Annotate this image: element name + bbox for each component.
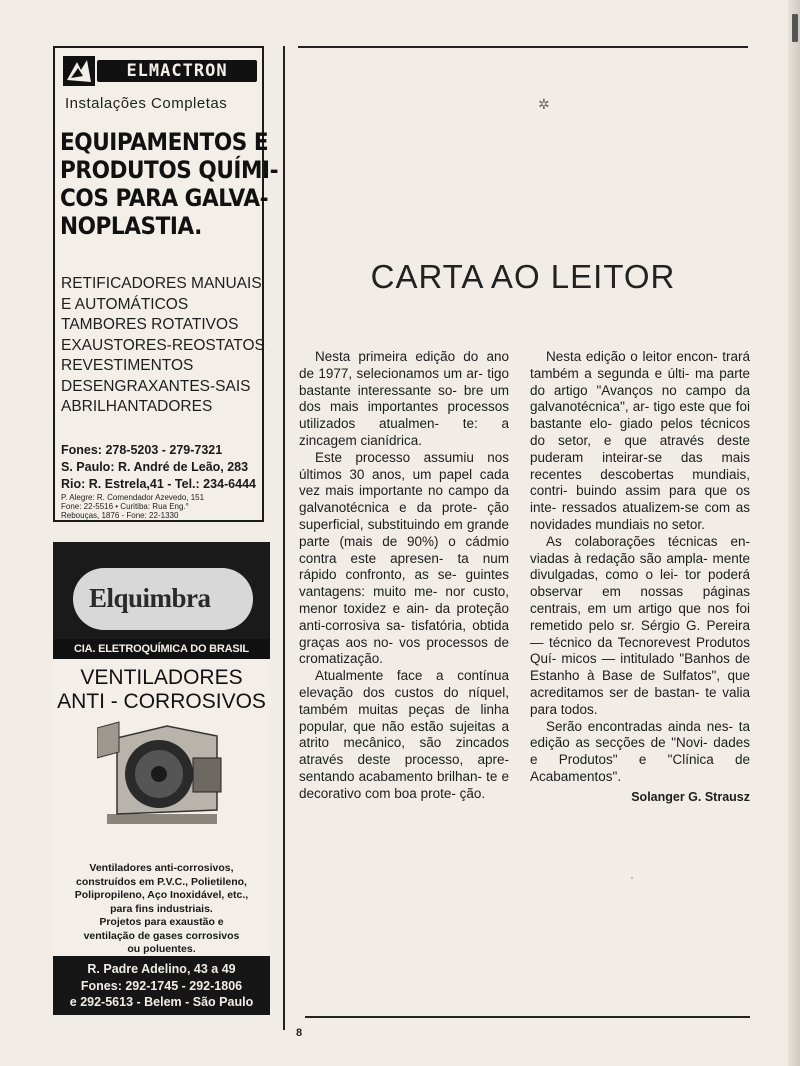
column-divider bbox=[283, 46, 285, 1030]
ad-address bbox=[53, 956, 270, 1015]
headline-line: COS PARA GALVA- bbox=[60, 184, 269, 212]
bottom-rule bbox=[305, 1016, 750, 1018]
product-list bbox=[61, 274, 265, 418]
title-line: ANTI - CORROSIVOS bbox=[57, 690, 266, 713]
product-item: TAMBORES ROTATIVOS bbox=[61, 316, 239, 333]
branch-line: Fone: 22-5516 • Curitiba: Rua Eng.° bbox=[61, 502, 189, 511]
tagline: Instalações Completas bbox=[65, 95, 228, 112]
product-item: ABRILHANTADORES bbox=[61, 398, 213, 415]
ad-title bbox=[53, 666, 270, 714]
desc-line: ventilação de gases corrosivos bbox=[83, 929, 240, 942]
desc-line: Projetos para exaustão e bbox=[99, 916, 224, 928]
print-speck-icon: · bbox=[630, 870, 634, 884]
article-title: CARTA AO LEITOR bbox=[370, 258, 676, 295]
paragraph: Atualmente face a contínua elevação dos custos do níquel, também muitas peças de linha popular, que não estão sujeitas a atrito mecânico, são zincados através deste processo, apre- sentando acabamento brilhan- te e decorativo com boa prote- ção. bbox=[299, 668, 509, 801]
page-number: 8 bbox=[296, 1027, 303, 1039]
paragraph: As colaborações técnicas en- viadas à redação são ampla- mente divulgadas, como o lei- tor poderá observar em nossas páginas centrais, em um artigo que nos foi remetido pelo sr. Sérgio G. Pereira — técnico da Tecnorevest Produtos Quí- micos — intitulado "Banhos de Estanho à Base de Sulfatos", que acreditamos ser de bastan- te valia para todos. bbox=[530, 533, 750, 717]
desc-line: Ventiladores anti-corrosivos, bbox=[89, 862, 234, 874]
ad-headline bbox=[60, 128, 279, 240]
address-line: R. Padre Adelino, 43 a 49 bbox=[87, 962, 236, 976]
article-column-left bbox=[299, 349, 509, 803]
top-rule bbox=[298, 46, 748, 48]
product-item: RETIFICADORES MANUAIS bbox=[61, 275, 262, 292]
paragraph: Este processo assumiu nos últimos 30 anos, um papel cada vez mais importante no campo da galvanotécnica e da prote- ção superficial, substituindo em grande parte (mais de 90%) o cádmio contra este apresen- ta num rápido confronto, as se- guintes vantagens: muito me- nor custo, menor toxidez e ain- da proteção anti-corrosiva sa- tisfatória, obtida graças aos no- vos processos de cromatização. bbox=[299, 449, 509, 667]
product-item: DESENGRAXANTES-SAIS bbox=[61, 377, 251, 395]
product-item: EXAUSTORES-REOSTATOS bbox=[61, 336, 265, 354]
title-line: VENTILADORES bbox=[80, 666, 243, 689]
contact-line: Rio: R. Estrela,41 - Tel.: 234-6444 bbox=[61, 477, 256, 491]
paragraph: Nesta edição o leitor encon- trará também a segunda e últi- ma parte do artigo "Avanços no campo da galvanotécnica", ar- tigo este que foi bastante elo- giado pelos técnicos do setor, e que através deste puderam inteirar-se das mais recentes descobertas mundiais, contri- buindo assim para que os inte- ressados atualizem-se com as novidades mundiais no setor. bbox=[530, 349, 750, 532]
product-item: REVESTIMENTOS bbox=[61, 357, 194, 374]
company-name: CIA. ELETROQUÍMICA DO BRASIL bbox=[53, 639, 270, 659]
elmactron-brand: ELMACTRON bbox=[97, 60, 257, 82]
print-smudge-icon: ✲ bbox=[538, 96, 550, 112]
binding-tab bbox=[792, 14, 798, 42]
headline-line: PRODUTOS QUÍMI- bbox=[60, 156, 279, 184]
branch-info bbox=[61, 493, 204, 520]
elquimbra-ad bbox=[53, 542, 270, 1015]
elmactron-logo bbox=[61, 54, 259, 88]
industrial-fan-icon bbox=[97, 718, 237, 830]
article-column-right bbox=[530, 349, 750, 786]
page-edge bbox=[788, 0, 800, 1066]
paragraph: Nesta primeira edição do ano de 1977, selecionamos um ar- tigo bastante interessante so- bre um dos mais importantes processos utilizados atualmen- te: a zincagem cianídrica. bbox=[299, 349, 509, 448]
paragraph: Serão encontradas ainda nes- ta edição as secções de "Novi- dades e Produtos" e "Clínica de Acabamentos". bbox=[530, 718, 750, 784]
contact-line: S. Paulo: R. André de Leão, 283 bbox=[61, 460, 249, 474]
elmactron-ad bbox=[53, 46, 279, 522]
address-line: Fones: 292-1745 - 292-1806 bbox=[80, 978, 243, 993]
elmactron-mark-icon bbox=[63, 56, 95, 86]
elquimbra-logo-panel bbox=[53, 542, 270, 639]
elquimbra-logo: Elquimbra bbox=[89, 583, 211, 613]
desc-line: construídos em P.V.C., Polietileno, bbox=[76, 875, 247, 888]
branch-line: Rebouças, 1876 - Fone: 22-1330 bbox=[61, 511, 179, 520]
contact-info bbox=[61, 442, 256, 493]
ad-description bbox=[53, 862, 270, 957]
headline-line: EQUIPAMENTOS E bbox=[60, 128, 269, 156]
contact-line: Fones: 278-5203 - 279-7321 bbox=[61, 443, 223, 457]
address-line: e 292-5613 - Belem - São Paulo bbox=[69, 995, 254, 1009]
headline-line: NOPLASTIA. bbox=[60, 212, 202, 240]
branch-line: P. Alegre: R. Comendador Azevedo, 151 bbox=[61, 493, 205, 502]
desc-line: para fins industriais. bbox=[110, 902, 213, 915]
desc-line: Polipropileno, Aço Inoxidável, etc., bbox=[74, 889, 249, 901]
author-signature: Solanger G. Strausz bbox=[631, 790, 750, 804]
product-item: E AUTOMÁTICOS bbox=[61, 295, 189, 313]
desc-line: ou poluentes. bbox=[127, 943, 196, 955]
